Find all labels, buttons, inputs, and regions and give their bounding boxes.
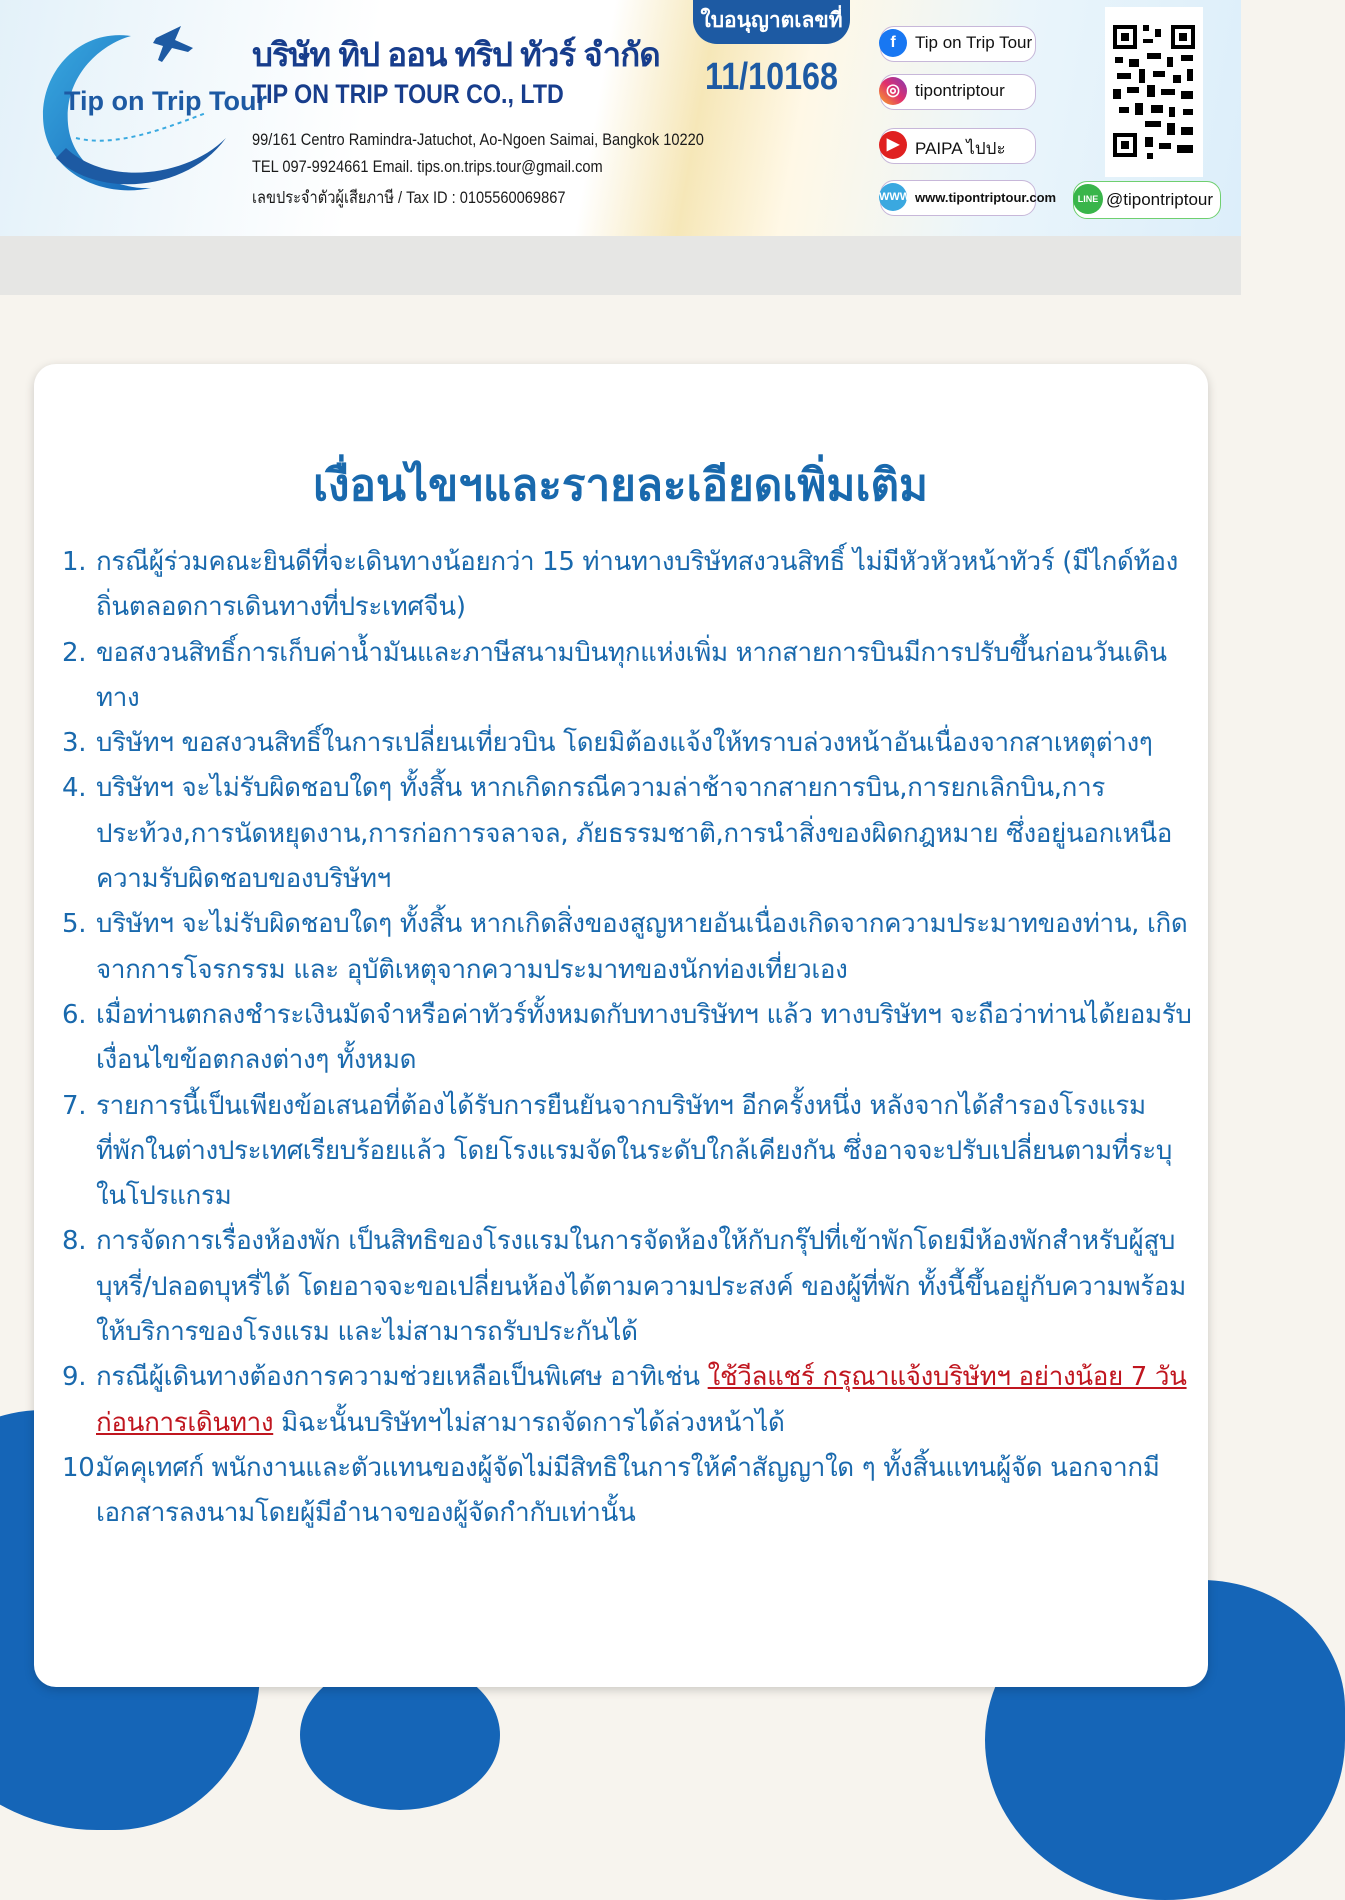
terms-list bbox=[62, 540, 1192, 1537]
qr-code bbox=[1105, 7, 1203, 177]
term-number: 10. bbox=[62, 1452, 103, 1483]
line-link[interactable] bbox=[1073, 181, 1221, 219]
term-item bbox=[62, 721, 1192, 766]
facebook-label: Tip on Trip Tour bbox=[915, 33, 1033, 52]
website-label: www.tipontriptour.com bbox=[915, 190, 1057, 205]
youtube-label: PAIPA ไปปะ bbox=[915, 139, 1006, 158]
youtube-icon: ▶ bbox=[879, 131, 907, 159]
term-number: 1. bbox=[62, 547, 87, 577]
instagram-link[interactable] bbox=[880, 74, 1036, 110]
term-item bbox=[62, 1219, 1192, 1355]
term-number: 6. bbox=[62, 999, 87, 1030]
facebook-link[interactable] bbox=[880, 26, 1036, 62]
term-text: กรณีผู้ร่วมคณะยินดีที่จะเดินทางน้อยกว่า 15 ท่านทางบริษัทสงวนสิทธิ์ ไม่มีหัวหัวหน้าทัวร์ (มีไกด์ท้องถิ่นตลอดการเดินทางที่ประเทศจีน) bbox=[96, 547, 1178, 623]
license-number: 11/10168 bbox=[705, 56, 838, 98]
company-logo bbox=[36, 18, 267, 203]
company-tax-id: เลขประจำตัวผู้เสียภาษี / Tax ID : 0105560069867 bbox=[252, 188, 566, 207]
term-text: บริษัทฯ จะไม่รับผิดชอบใดๆ ทั้งสิ้น หากเกิดสิ่งของสูญหายอันเนื่องเกิดจากความประมาทของท่าน, เกิดจากการโจรกรรม และ อุบัติเหตุจากความประมาทของนักท่องเที่ยวเอง bbox=[96, 909, 1188, 985]
term-item bbox=[62, 1355, 1192, 1446]
svg-text:Tip on Trip Tour: Tip on Trip Tour bbox=[64, 86, 267, 116]
term-text: ขอสงวนสิทธิ์การเก็บค่าน้ำมันและภาษีสนามบินทุกแห่งเพิ่ม หากสายการบินมีการปรับขึ้นก่อนวันเดินทาง bbox=[96, 637, 1167, 713]
term-number: 7. bbox=[62, 1090, 87, 1121]
term-text: บริษัทฯ จะไม่รับผิดชอบใดๆ ทั้งสิ้น หากเกิดกรณีความล่าช้าจากสายการบิน,การยกเลิกบิน,การประท้วง,การนัดหยุดงาน,การก่อการจลาจล, ภัยธรรมชาติ,การนำสิ่งของผิดกฎหมาย ซึ่งอยู่นอกเหนือความรับผิดชอบของบริษัทฯ bbox=[96, 773, 1173, 895]
term-text-after: มิฉะนั้นบริษัทฯไม่สามารถจัดการได้ล่วงหน้าได้ bbox=[273, 1407, 785, 1438]
qr-code-icon bbox=[1111, 19, 1197, 165]
term-item bbox=[62, 1084, 1192, 1220]
company-address: 99/161 Centro Ramindra-Jatuchot, Ao-Ngoen Saimai, Bangkok 10220 bbox=[252, 130, 704, 149]
youtube-link[interactable] bbox=[880, 128, 1036, 164]
term-text: กรณีผู้เดินทางต้องการความช่วยเหลือเป็นพิเศษ อาทิเช่น bbox=[96, 1362, 708, 1393]
website-link[interactable] bbox=[879, 180, 1057, 216]
term-item bbox=[62, 766, 1192, 902]
globe-icon: WWW bbox=[879, 183, 907, 211]
facebook-icon: f bbox=[879, 29, 907, 57]
letterhead bbox=[0, 0, 1241, 236]
term-text: รายการนี้เป็นเพียงข้อเสนอที่ต้องได้รับการยืนยันจากบริษัทฯ อีกครั้งหนึ่ง หลังจากได้สำรองโรงแรมที่พักในต่างประเทศเรียบร้อยแล้ว โดยโรงแรมจัดในระดับใกล้เคียงกัน ซึ่งอาจจะปรับเปลี่ยนตามที่ระบุในโปรแกรม bbox=[96, 1090, 1173, 1212]
term-text: บริษัทฯ ขอสงวนสิทธิ์ในการเปลี่ยนเที่ยวบิน โดยมิต้องแจ้งให้ทราบล่วงหน้าอันเนื่องจากสาเหตุต่างๆ bbox=[96, 728, 1153, 759]
line-label: @tipontriptour bbox=[1106, 190, 1214, 209]
term-number: 3. bbox=[62, 728, 87, 759]
term-item bbox=[62, 993, 1192, 1084]
term-text: มัคคุเทศก์ พนักงานและตัวแทนของผู้จัดไม่มีสิทธิในการให้คำสัญญาใด ๆ ทั้งสิ้นแทนผู้จัด นอกจากมีเอกสารลงนามโดยผู้มีอำนาจของผู้จัดกำกับเท่านั้น bbox=[96, 1452, 1160, 1529]
instagram-label: tipontriptour bbox=[915, 81, 1005, 100]
header-band bbox=[0, 236, 1241, 295]
term-text: การจัดการเรื่องห้องพัก เป็นสิทธิของโรงแรมในการจัดห้องให้กับกรุ๊ปที่เข้าพักโดยมีห้องพักสำหรับผู้สูบบุหรี่/ปลอดบุหรี่ได้ โดยอาจจะขอเปลี่ยนห้องได้ตามความประสงค์ ของผู้ที่พัก ทั้งนี้ขึ้นอยู่กับความพร้อมให้บริการของโรงแรม และไม่สามารถรับประกันได้ bbox=[96, 1226, 1186, 1348]
term-number: 4. bbox=[62, 773, 87, 804]
term-item bbox=[62, 902, 1192, 993]
term-item bbox=[62, 540, 1192, 631]
term-number: 9. bbox=[62, 1362, 87, 1393]
company-contact: TEL 097-9924661 Email. tips.on.trips.tour@gmail.com bbox=[252, 157, 603, 176]
company-name-thai: บริษัท ทิป ออน ทริป ทัวร์ จำกัด bbox=[252, 36, 660, 73]
term-number: 5. bbox=[62, 909, 87, 940]
term-text: เมื่อท่านตกลงชำระเงินมัดจำหรือค่าทัวร์ทั้งหมดกับทางบริษัทฯ แล้ว ทางบริษัทฯ จะถือว่าท่านได้ยอมรับเงื่อนไขข้อตกลงต่างๆ ทั้งหมด bbox=[96, 999, 1192, 1076]
company-name-english: TIP ON TRIP TOUR CO., LTD bbox=[252, 79, 564, 109]
term-highlight: ใช้วีลแชร์ กรุณาแจ้งบริษัทฯ อย่างน้อย 7 วันก่อนการเดินทาง bbox=[96, 1362, 1187, 1438]
page-title: เงื่อนไขฯและรายละเอียดเพิ่มเติม bbox=[312, 460, 929, 511]
term-number: 2. bbox=[62, 637, 87, 668]
term-number: 8. bbox=[62, 1226, 87, 1257]
instagram-icon: ◎ bbox=[879, 77, 907, 105]
line-icon: LINE bbox=[1073, 184, 1103, 214]
term-item bbox=[62, 1446, 1192, 1537]
license-label: ใบอนุญาตเลขที่ bbox=[693, 0, 850, 44]
term-item bbox=[62, 631, 1192, 722]
